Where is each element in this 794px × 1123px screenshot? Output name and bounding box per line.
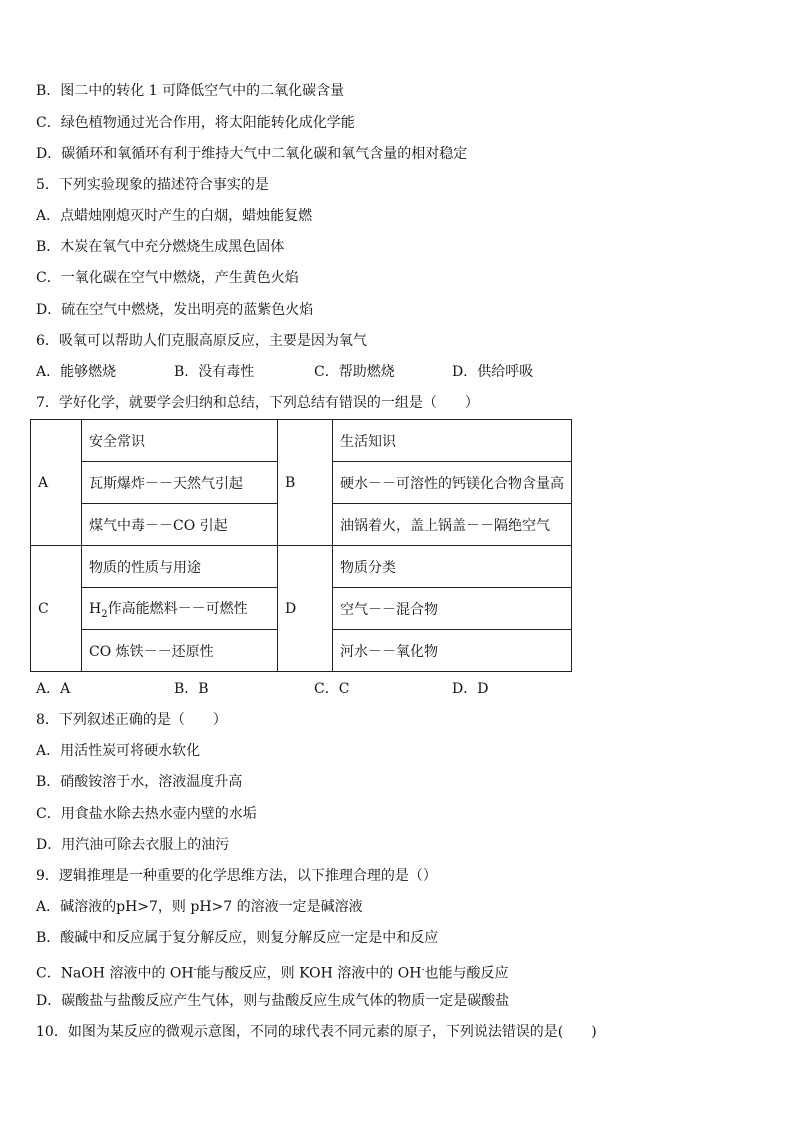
q7-c-h2-symbol: H: [89, 600, 102, 617]
q7-b-heading: 生活知识: [333, 420, 572, 462]
q8-stem: 8．下列叙述正确的是（ ）: [36, 712, 227, 728]
q7-a-item-1: 瓦斯爆炸－－天然气引起: [82, 462, 278, 504]
q7-a-item-2: 煤气中毒－－CO 引起: [82, 504, 278, 546]
q7-stem: 7．学好化学，就要学会归纳和总结，下列总结有错误的一组是（ ）: [36, 395, 479, 411]
q9c-superscript-2: -: [421, 965, 425, 975]
q7-group-label-a: A: [31, 420, 82, 546]
q7-option-c: C．C: [314, 681, 350, 697]
q7-b-item-2: 油锅着火，盖上锅盖－－隔绝空气: [333, 504, 572, 546]
q5-stem: 5．下列实验现象的描述符合事实的是: [36, 177, 269, 193]
q5-option-b: B．木炭在氧气中充分燃烧生成黑色固体: [36, 239, 285, 255]
q7-option-a: A．A: [36, 681, 71, 697]
q7-group-label-d: D: [278, 546, 333, 672]
q7-table: [30, 419, 572, 672]
q7-c-item-2: CO 炼铁－－还原性: [82, 630, 278, 672]
q7-option-b: B．B: [174, 681, 209, 697]
q5-option-c: C．一氧化碳在空气中燃烧，产生黄色火焰: [36, 270, 299, 286]
q7-d-item-2: 河水－－氧化物: [333, 630, 572, 672]
q9-option-b: B．酸碱中和反应属于复分解反应，则复分解反应一定是中和反应: [36, 930, 439, 946]
q9-option-c: [36, 961, 509, 983]
q7-b-item-1: 硬水－－可溶性的钙镁化合物含量高: [333, 462, 572, 504]
q7-a-heading: 安全常识: [82, 420, 278, 462]
q7-d-item-1: 空气－－混合物: [333, 588, 572, 630]
q5-option-d: D．硫在空气中燃烧，发出明亮的蓝紫色火焰: [36, 302, 314, 318]
q9c-part-3: 也能与酸反应: [424, 965, 509, 982]
q8-option-b: B．硝酸铵溶于水，溶液温度升高: [36, 774, 243, 790]
q7-option-d: D．D: [452, 681, 489, 697]
q6-option-c: C．帮助燃烧: [314, 364, 395, 380]
q8-option-d: D．用汽油可除去衣服上的油污: [36, 837, 230, 853]
q7-group-label-c: C: [31, 546, 82, 672]
q7-c-item-1: [82, 588, 278, 630]
q4-option-d: D．碳循环和氧循环有利于维持大气中二氧化碳和氧气含量的相对稳定: [36, 146, 468, 162]
q7-c-heading: 物质的性质与用途: [82, 546, 278, 588]
q5-option-a: A．点蜡烛刚熄灭时产生的白烟，蜡烛能复燃: [36, 208, 313, 224]
q7-c-item-1-text: 作高能燃料－－可燃性: [107, 600, 248, 617]
q9-option-d: D．碳酸盐与盐酸反应产生气体，则与盐酸反应生成气体的物质一定是碳酸盐: [36, 993, 510, 1009]
q7-c-h2-subscript: 2: [101, 608, 108, 620]
q6-option-d: D．供给呼吸: [452, 364, 534, 380]
q9c-part-1: C．NaOH 溶液中的 OH: [36, 965, 194, 982]
q4-option-b: B．图二中的转化 1 可降低空气中的二氧化碳含量: [36, 83, 345, 99]
q6-option-b: B．没有毒性: [174, 364, 255, 380]
q9c-superscript-1: -: [193, 965, 197, 975]
q10-stem: 10．如图为某反应的微观示意图，不同的球代表不同元素的原子，下列说法错误的是( ): [36, 1024, 597, 1040]
q8-option-c: C．用食盐水除去热水壶内壁的水垢: [36, 806, 257, 822]
q4-option-c: C．绿色植物通过光合作用，将太阳能转化成化学能: [36, 115, 355, 131]
q7-d-heading: 物质分类: [333, 546, 572, 588]
q9c-part-2: 能与酸反应，则 KOH 溶液中的 OH: [196, 965, 422, 982]
q6-option-a: A．能够燃烧: [36, 364, 117, 380]
q9-option-a: A．碱溶液的pH>7，则 pH>7 的溶液一定是碱溶液: [36, 899, 363, 915]
q7-group-label-b: B: [278, 420, 333, 546]
q6-stem: 6．吸氧可以帮助人们克服高原反应，主要是因为氧气: [36, 333, 367, 349]
q9-stem: 9．逻辑推理是一种重要的化学思维方法，以下推理合理的是（）: [36, 868, 437, 884]
q8-option-a: A．用活性炭可将硬水软化: [36, 743, 201, 759]
